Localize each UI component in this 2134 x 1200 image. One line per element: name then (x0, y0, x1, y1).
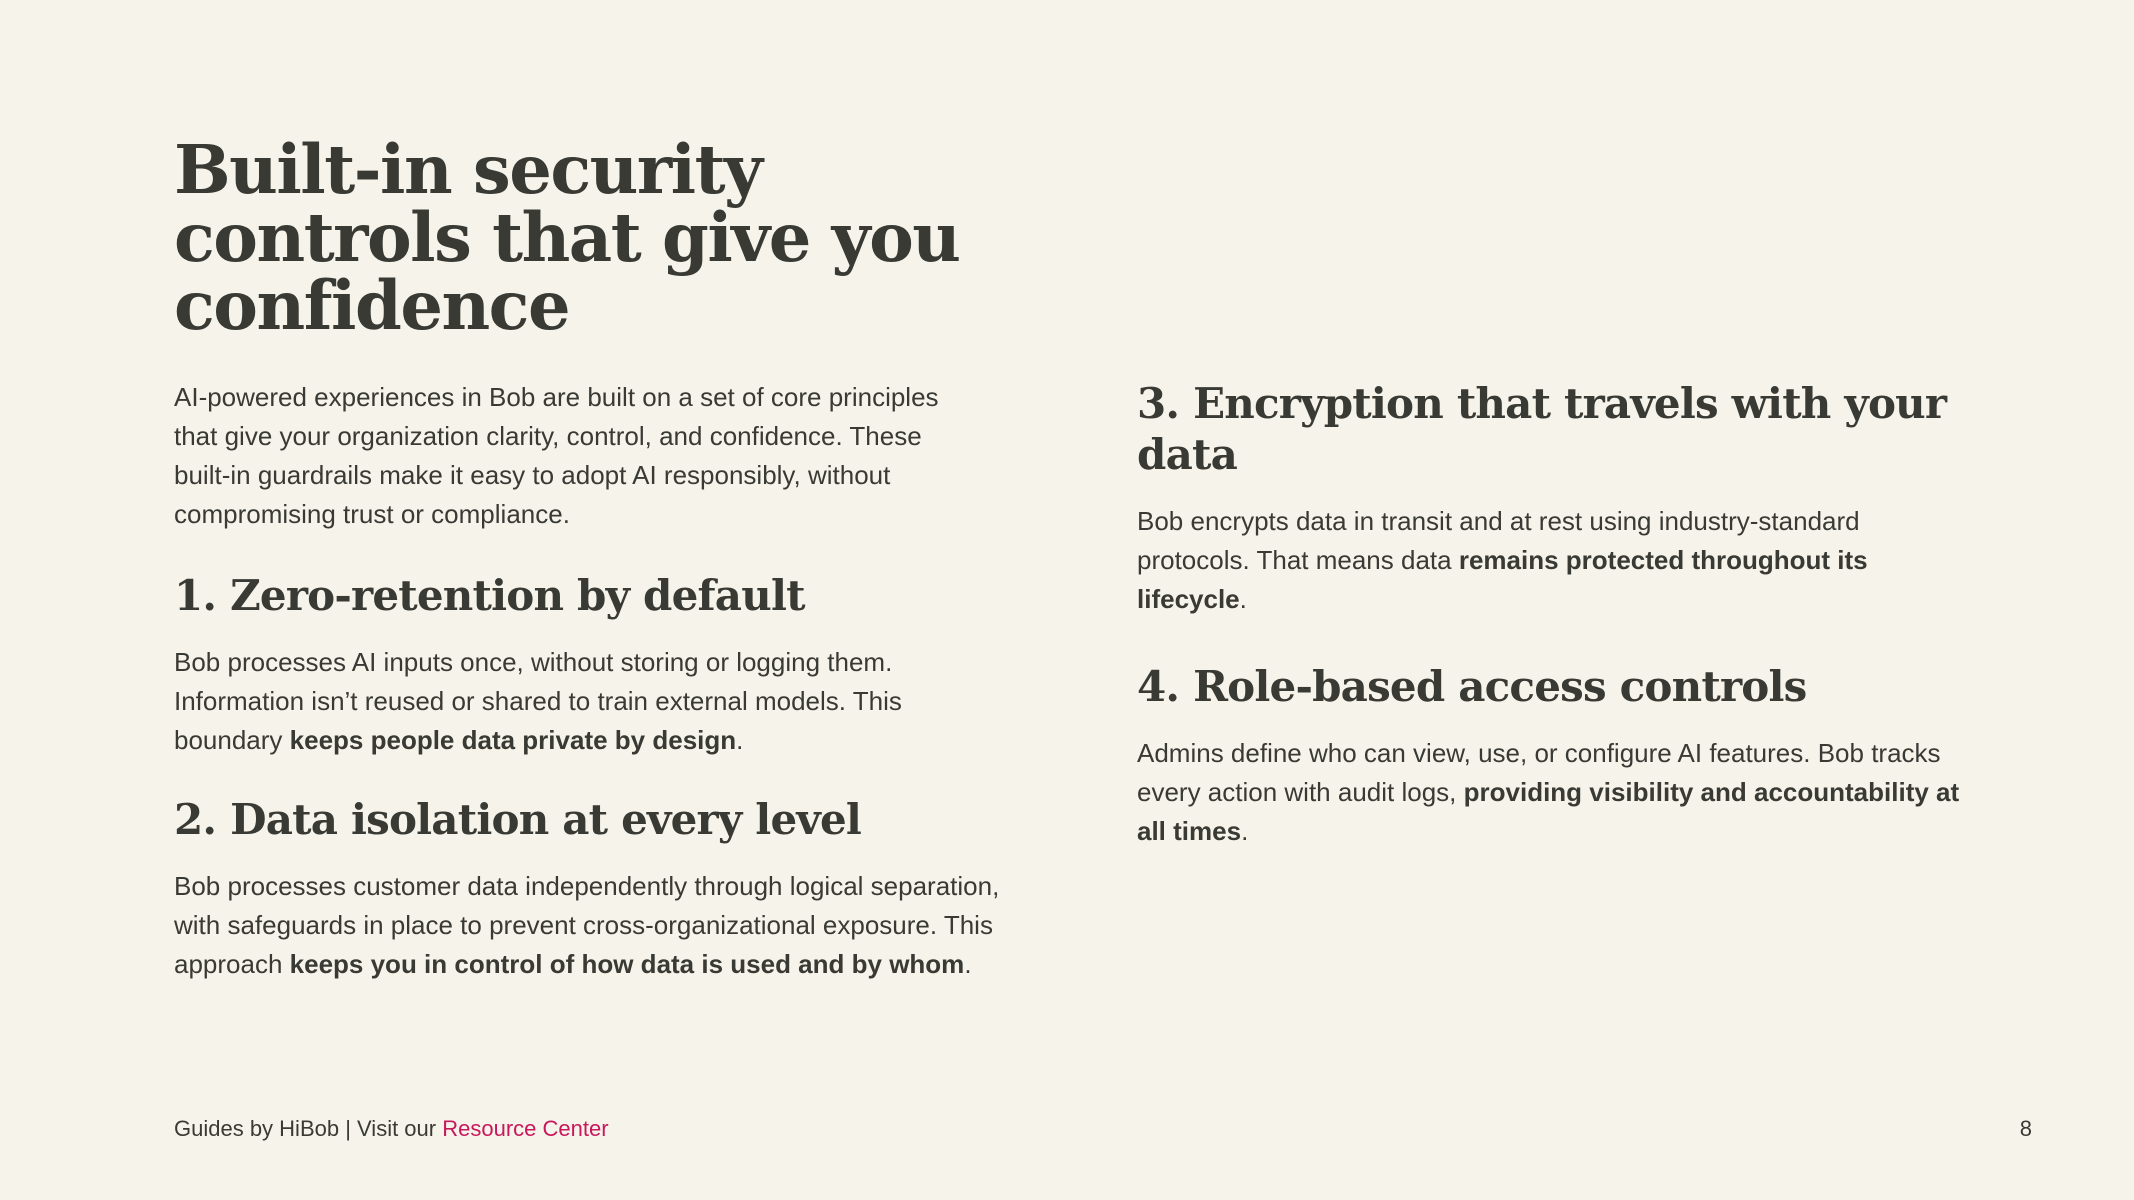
section-zero-retention (174, 570, 1004, 760)
body-emphasis: providing visibility and accountability at all times (1137, 777, 1960, 846)
body-emphasis: keeps people data private by design (289, 725, 737, 755)
body-text-end: . (964, 949, 972, 979)
footer (174, 1114, 609, 1144)
body-text: Bob encrypts data in transit and at rest using industry-standard protocols. That means data (1137, 506, 1860, 575)
body-emphasis: remains protected throughout its lifecycle (1137, 545, 1868, 614)
section-heading: 4. Role-based access controls (1137, 662, 1807, 711)
section-body (174, 867, 1004, 984)
section-body (1137, 502, 1967, 619)
page-number: 8 (2019, 1116, 2032, 1141)
resource-center-link[interactable]: Resource Center (442, 1116, 609, 1141)
right-column (1137, 378, 1967, 893)
body-text-end: . (1241, 816, 1249, 846)
section-body (1137, 734, 1967, 851)
section-encryption (1137, 378, 1967, 619)
section-heading: 1. Zero-retention by default (174, 571, 805, 620)
body-text-end: . (736, 725, 744, 755)
section-data-isolation (174, 794, 1004, 984)
body-text: Bob processes customer data independently through logical separation, with safeguards in place to prevent cross-organizational exposure. This approach (174, 871, 1000, 979)
body-emphasis: keeps you in control of how data is used and by whom (289, 949, 965, 979)
section-heading: 3. Encryption that travels with your data (1137, 379, 1947, 479)
body-text: Bob processes AI inputs once, without storing or logging them. Information isn’t reused or shared to train external models. This boundary (174, 647, 902, 755)
footer-text: Guides by HiBob | Visit our (174, 1116, 443, 1141)
left-column (174, 130, 1004, 1018)
body-text: Admins define who can view, use, or configure AI features. Bob tracks every action with audit logs, (1137, 738, 1941, 807)
section-role-based-access (1137, 661, 1967, 851)
page-title: Built-in security controls that give you confidence (174, 130, 960, 345)
intro-paragraph: AI-powered experiences in Bob are built on a set of core principles that give your organization clarity, control, and confidence. These built-in guardrails make it easy to adopt AI responsibly, without compromising trust or compliance. (174, 382, 939, 529)
body-text-end: . (1239, 584, 1247, 614)
section-body (174, 643, 1004, 760)
section-heading: 2. Data isolation at every level (174, 795, 862, 844)
